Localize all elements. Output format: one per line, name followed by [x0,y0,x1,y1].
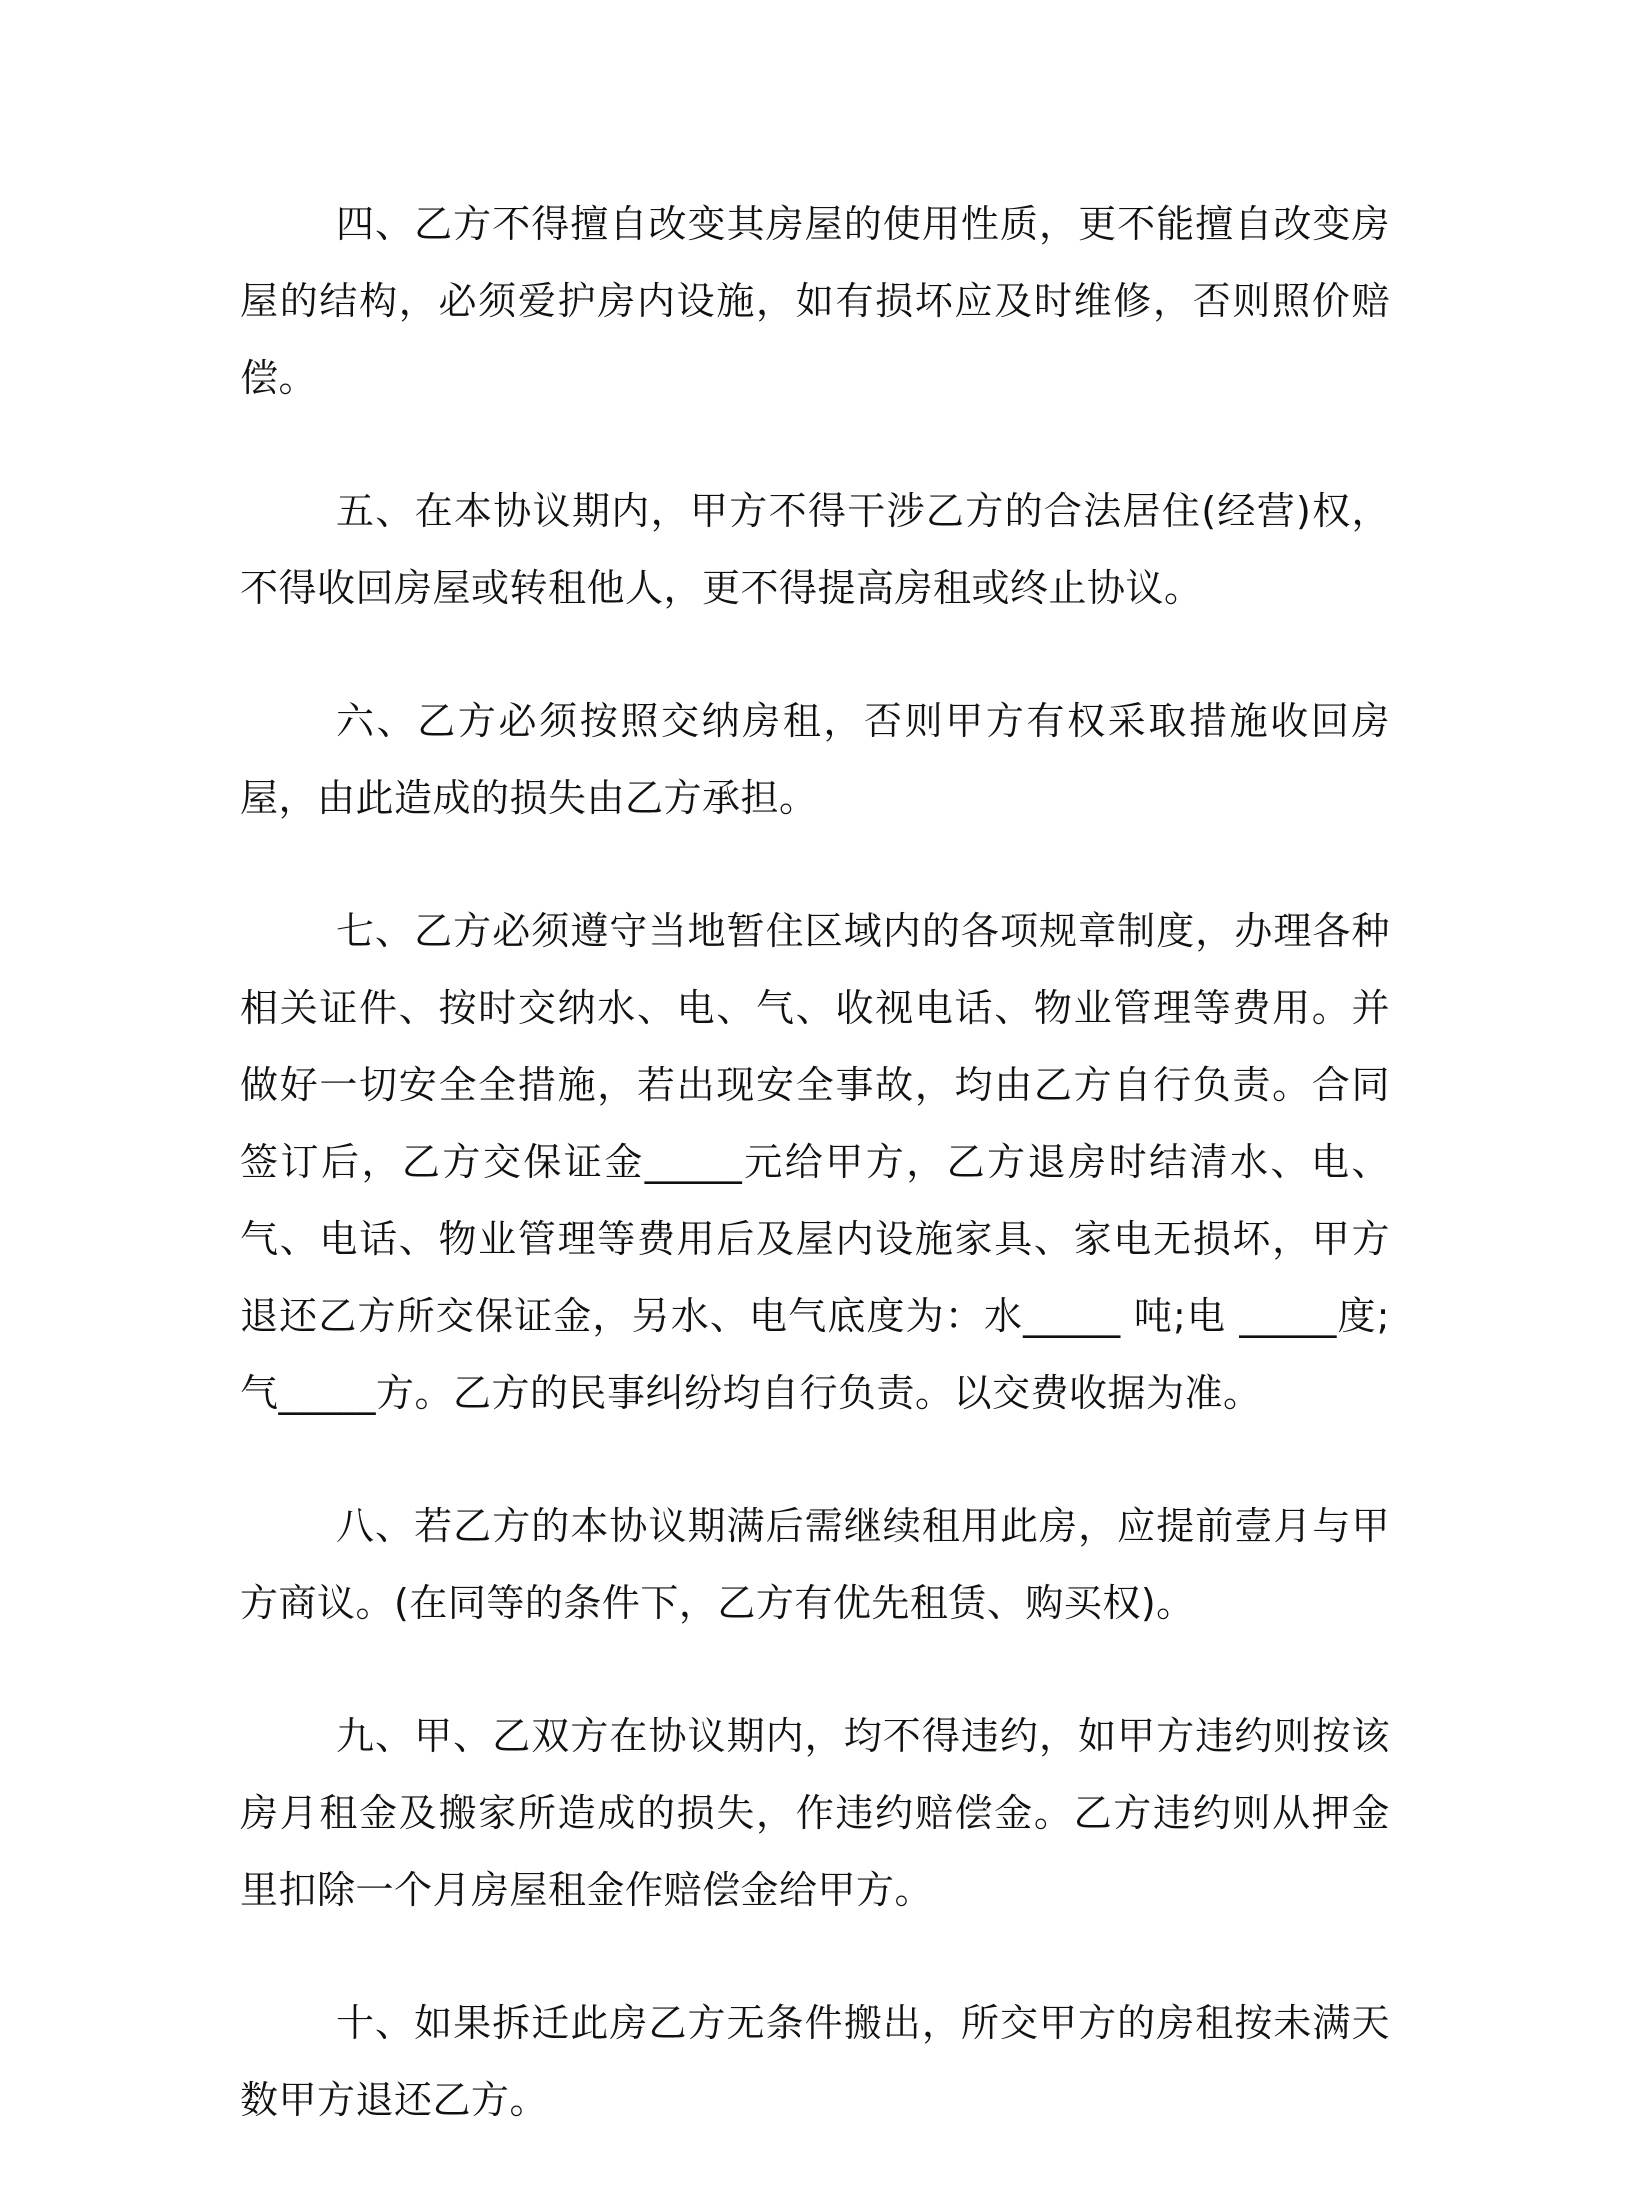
clause-9 [240,1698,1390,1929]
clause-8 [240,1488,1390,1642]
clause-6-text: 六、乙方必须按照交纳房租，否则甲方有权采取措施收回房屋，由此造成的损失由乙方承担。 [240,699,1390,820]
clause-7-text: 七、乙方必须遵守当地暂住区域内的各项规章制度，办理各种相关证件、按时交纳水、电、气、收视电话、物业管理等费用。并做好一切安全全措施，若出现安全事故，均由乙方自行负责。合同签订后，乙方交保证金_____元给甲方，乙方退房时结清水、电、气、电话、物业管理等费用后及屋内设施家具、家电无损坏，甲方退还乙方所交保证金，另水、电气底度为：水_____ 吨;电 _____度;气_____方。乙方的民事纠纷均自行负责。以交费收据为准。 [240,909,1390,1415]
document-body [240,186,1390,2195]
clause-5-text: 五、在本协议期内，甲方不得干涉乙方的合法居住(经营)权，不得收回房屋或转租他人，更不得提高房租或终止协议。 [240,489,1390,610]
clause-4-text: 四、乙方不得擅自改变其房屋的使用性质，更不能擅自改变房屋的结构，必须爱护房内设施，如有损坏应及时维修，否则照价赔偿。 [240,202,1390,400]
clause-5 [240,473,1390,627]
clause-7 [240,893,1390,1432]
clause-10-text: 十、如果拆迁此房乙方无条件搬出，所交甲方的房租按未满天数甲方退还乙方。 [240,2001,1390,2122]
clause-6 [240,683,1390,837]
clause-8-text: 八、若乙方的本协议期满后需继续租用此房，应提前壹月与甲方商议。(在同等的条件下，乙方有优先租赁、购买权)。 [240,1504,1390,1625]
clause-9-text: 九、甲、乙双方在协议期内，均不得违约，如甲方违约则按该房月租金及搬家所造成的损失，作违约赔偿金。乙方违约则从押金里扣除一个月房屋租金作赔偿金给甲方。 [240,1714,1390,1912]
clause-10 [240,1985,1390,2139]
clause-4 [240,186,1390,417]
